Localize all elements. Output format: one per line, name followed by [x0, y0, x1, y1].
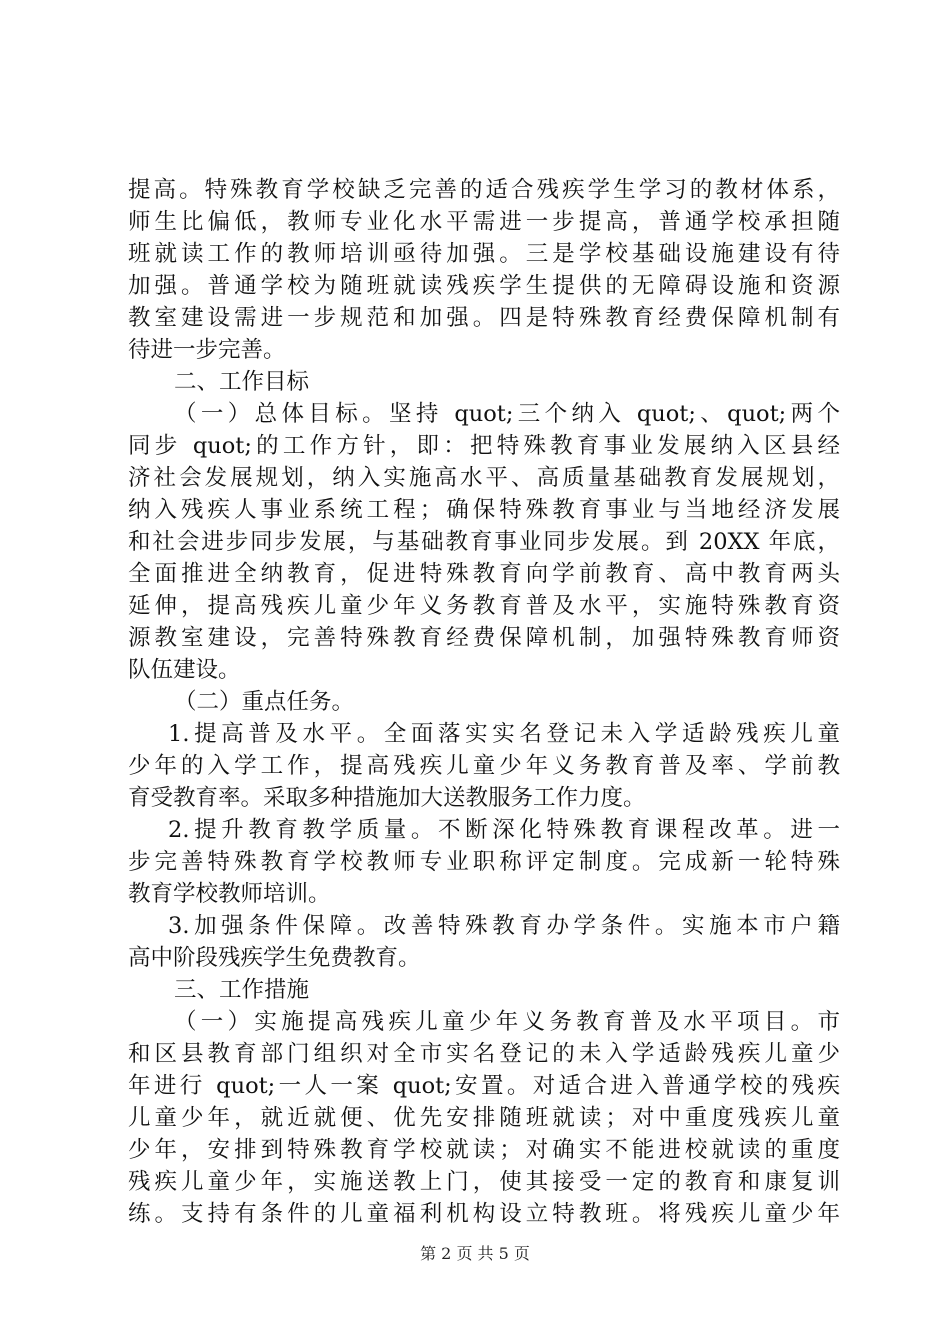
text-line: 济社会发展规划，纳入实施高水平、高质量基础教育发展规划，: [128, 465, 840, 491]
text-line: 3.加强条件保障。改善特殊教育办学条件。实施本市户籍: [168, 913, 840, 939]
text-line: 少年的入学工作，提高残疾儿童少年义务教育普及率、学前教: [128, 753, 840, 779]
section-heading: 三、工作措施: [174, 977, 310, 1003]
text-line: 残疾儿童少年，实施送教上门，使其接受一定的教育和康复训: [128, 1169, 840, 1195]
document-body: [128, 174, 840, 1230]
text-line: 源教室建设，完善特殊教育经费保障机制，加强特殊教育师资: [128, 625, 840, 651]
text-line: 教育学校教师培训。: [128, 881, 331, 907]
text-line: 和社会进步同步发展，与基础教育事业同步发展。到 20XX 年底，: [128, 529, 840, 555]
text-line: 少年，安排到特殊教育学校就读；对确实不能进校就读的重度: [128, 1137, 840, 1163]
text-line: （一）总体目标。坚持 quot;三个纳入 quot;、quot;两个: [174, 401, 840, 427]
subsection-heading: （二）重点任务。: [174, 689, 355, 715]
section-heading: 二、工作目标: [174, 369, 310, 395]
text-line: 师生比偏低，教师专业化水平需进一步提高，普通学校承担随: [128, 209, 840, 235]
text-line: 1.提高普及水平。全面落实实名登记未入学适龄残疾儿童: [168, 721, 840, 747]
text-line: 全面推进全纳教育，促进特殊教育向学前教育、高中教育两头: [128, 561, 840, 587]
text-line: 加强。普通学校为随班就读残疾学生提供的无障碍设施和资源: [128, 273, 840, 299]
text-line: 练。支持有条件的儿童福利机构设立特教班。将残疾儿童少年: [128, 1201, 840, 1227]
text-line: 队伍建设。: [128, 657, 241, 683]
text-line: 提高。特殊教育学校缺乏完善的适合残疾学生学习的教材体系，: [128, 177, 840, 203]
text-line: 教室建设需进一步规范和加强。四是特殊教育经费保障机制有: [128, 305, 840, 331]
text-line: 步完善特殊教育学校教师专业职称评定制度。完成新一轮特殊: [128, 849, 840, 875]
text-line: 班就读工作的教师培训亟待加强。三是学校基础设施建设有待: [128, 241, 840, 267]
page-number-footer: 第 2 页 共 5 页: [420, 1244, 530, 1263]
text-line: 育受教育率。采取多种措施加大送教服务工作力度。: [128, 785, 646, 811]
text-line: 和区县教育部门组织对全市实名登记的未入学适龄残疾儿童少: [128, 1041, 840, 1067]
text-line: 儿童少年，就近就便、优先安排随班就读；对中重度残疾儿童: [128, 1105, 840, 1131]
text-line: 待进一步完善。: [128, 337, 286, 363]
text-line: 年进行 quot;一人一案 quot;安置。对适合进入普通学校的残疾: [128, 1073, 840, 1099]
text-line: 2.提升教育教学质量。不断深化特殊教育课程改革。进一: [168, 817, 840, 843]
text-line: 同步 quot;的工作方针，即：把特殊教育事业发展纳入区县经: [128, 433, 840, 459]
text-line: 纳入残疾人事业系统工程；确保特殊教育事业与当地经济发展: [128, 497, 840, 523]
text-line: （一）实施提高残疾儿童少年义务教育普及水平项目。市: [174, 1009, 840, 1035]
text-line: 高中阶段残疾学生免费教育。: [128, 945, 421, 971]
text-line: 延伸，提高残疾儿童少年义务教育普及水平，实施特殊教育资: [128, 593, 840, 619]
